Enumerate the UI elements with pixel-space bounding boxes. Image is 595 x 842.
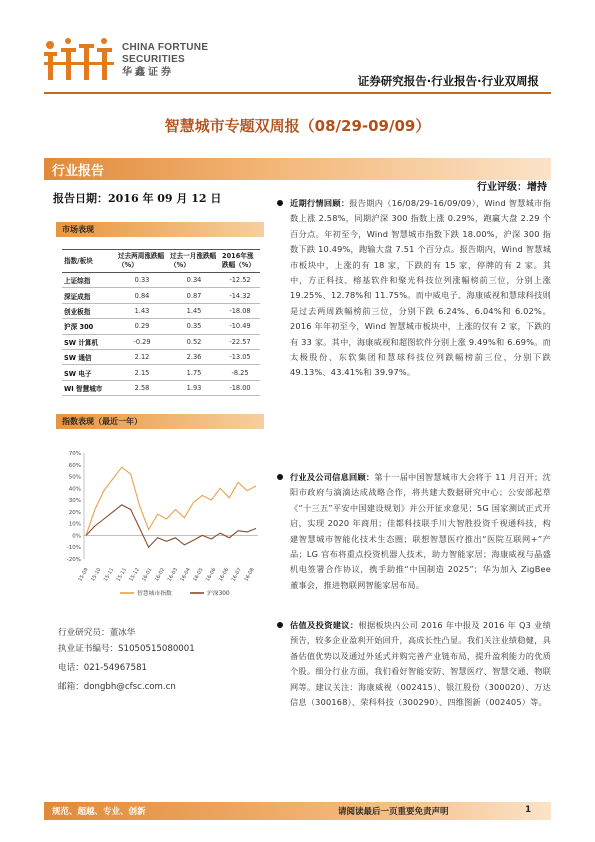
row-index-name: SW 计算机 bbox=[62, 334, 116, 349]
company-name-en-2: SECURITIES bbox=[122, 54, 186, 65]
company-name-en-1: CHINA FORTUNE bbox=[122, 42, 209, 53]
series-line bbox=[86, 467, 256, 535]
footer-slogan: 规范、超越、专业、创新 bbox=[52, 807, 146, 817]
footer-band bbox=[44, 802, 551, 820]
y-tick-label: 50% bbox=[68, 474, 81, 481]
para-lead: 估值及投资建议： bbox=[290, 620, 359, 630]
row-value: -10.49 bbox=[220, 319, 260, 334]
table-header-row bbox=[62, 250, 260, 273]
industry-rating: 行业评级：增持 bbox=[477, 182, 547, 193]
company-name bbox=[122, 42, 208, 79]
y-tick-label: 10% bbox=[68, 521, 81, 528]
bullet-icon bbox=[277, 200, 283, 206]
col-header: 指数/板块 bbox=[62, 250, 116, 273]
table-row bbox=[62, 288, 260, 303]
x-tick-label: 15-10 bbox=[90, 567, 103, 583]
index-chart-header: 指数表现（最近一年） bbox=[56, 414, 264, 429]
index-chart bbox=[58, 447, 264, 603]
x-tick-label: 15-12 bbox=[128, 567, 141, 583]
y-tick-label: -10% bbox=[66, 545, 81, 552]
row-index-name: SW 通信 bbox=[62, 349, 116, 364]
row-value: 0.29 bbox=[116, 319, 168, 334]
y-tick-label: 30% bbox=[68, 498, 81, 505]
market-header: 市场表现 bbox=[56, 222, 264, 237]
legend-label: 智慧城市指数 bbox=[137, 591, 172, 597]
x-tick-label: 16-06 bbox=[204, 567, 218, 583]
row-value: 0.52 bbox=[168, 334, 220, 349]
license-number: 执业证书编号：S1050515080001 bbox=[58, 644, 195, 654]
x-tick-label: 16-05 bbox=[192, 567, 205, 583]
section-title: 证券研究报告·行业报告·行业双周报 bbox=[357, 74, 539, 88]
x-tick-label: 16-07 bbox=[230, 567, 243, 583]
company-name-cn: 华鑫证券 bbox=[122, 67, 174, 78]
row-value: -14.32 bbox=[220, 288, 260, 303]
row-value: 2.12 bbox=[116, 349, 168, 364]
y-tick-label: 20% bbox=[68, 509, 81, 516]
row-value: 0.33 bbox=[116, 273, 168, 288]
x-tick-label: 15-11 bbox=[102, 567, 116, 583]
row-index-name: WI 智慧城市 bbox=[62, 380, 116, 395]
y-tick-label: 40% bbox=[68, 486, 81, 493]
x-tick-label: 15-09 bbox=[77, 567, 90, 583]
x-tick-label: 16-08 bbox=[243, 567, 256, 583]
x-tick-label: 16-03 bbox=[166, 567, 180, 583]
y-tick-label: 60% bbox=[68, 462, 81, 469]
market-table bbox=[62, 249, 260, 396]
row-value: 0.35 bbox=[168, 319, 220, 334]
row-value: 1.45 bbox=[168, 303, 220, 318]
y-tick-label: -20% bbox=[66, 557, 81, 563]
para-lead: 行业及公司信息回顾： bbox=[290, 472, 375, 482]
x-tick-label: 15-11 bbox=[115, 567, 129, 583]
para-market-review bbox=[290, 196, 551, 381]
report-type-band bbox=[44, 158, 551, 180]
col-header: 过去两周涨跌幅（%） bbox=[116, 250, 168, 273]
row-value: 2.36 bbox=[168, 349, 220, 364]
para-lead: 近期行情回顾： bbox=[290, 198, 350, 208]
row-value: -12.52 bbox=[220, 273, 260, 288]
table-row bbox=[62, 273, 260, 288]
table-row bbox=[62, 319, 260, 334]
row-value: -18.08 bbox=[220, 303, 260, 318]
para-text: 报告期内（16/08/29-16/09/09），Wind 智慧城市指数上涨 2.58%，同期沪深 300 指数上涨 0.29%，跑赢大盘 2.29 个百分点。年初至今，Wind 智慧城市指数下跌 18.00%，沪深 300 指数下跌 10.49%，跑输大盘 7.51 个百分点。报告期内，Wind 智慧城市板块中，上涨的有 18 家，下跌的有 15 家，停牌的有 2 家。其中，方正科技、榕基软件和聚光科技位列涨幅榜前三位，分别上涨 19.25%、12.78%和 11.75%。而中威电子、海康威视和慧球科技则是过去两周跌幅榜前三位，分别下跌 6.24%、6.04%和 6.02%。2016 年年初至今，Wind 智慧城市板块中，上涨的仅有 2 家，下跌的有 33 家。其中，海康威视和超图软件分别上涨 9.49%和 6.69%。而太极股份、东软集团和慧球科技位列跌幅榜前三位，分别下跌 49.13%、43.41%和 39.97%。 bbox=[290, 198, 551, 378]
page-title: 智慧城市专题双周报（08/29-09/09） bbox=[164, 117, 431, 135]
row-value: -13.05 bbox=[220, 349, 260, 364]
table-row bbox=[62, 334, 260, 349]
row-value: -0.29 bbox=[116, 334, 168, 349]
row-value: 1.75 bbox=[168, 365, 220, 380]
x-tick-label: 16-01 bbox=[141, 567, 154, 583]
table-row bbox=[62, 365, 260, 380]
y-tick-label: 0% bbox=[72, 533, 81, 540]
para-text: 根据板块内公司 2016 年中报及 2016 年 Q3 业绩预告，较多企业盈利开始回升，高成长性凸显。我们关注业绩稳健，具备估值优势以及通过外延式并购完善产业链布局，提升盈利能力的优质个股。细分行业方面，我们看好智能安防、智慧医疗、智慧交通、物联网等。建议关注：海康威视（002415）、银江股份（300020）、万达信息（300168）、荣科科技（300290）、四维图新（002405）等。 bbox=[290, 620, 551, 708]
row-value: -22.57 bbox=[220, 334, 260, 349]
col-header: 过去一月涨跌幅（%） bbox=[168, 250, 220, 273]
legend-label: 沪深300 bbox=[207, 591, 230, 597]
table-row bbox=[62, 380, 260, 395]
row-value: -18.00 bbox=[220, 380, 260, 395]
para-industry-news bbox=[290, 470, 551, 593]
row-value: 2.15 bbox=[116, 365, 168, 380]
row-value: 2.58 bbox=[116, 380, 168, 395]
x-tick-label: 16-02 bbox=[153, 567, 167, 583]
x-tick-label: 16-06 bbox=[217, 567, 231, 583]
row-index-name: 深证成指 bbox=[62, 288, 116, 303]
bullet-icon bbox=[277, 474, 283, 480]
row-index-name: SW 电子 bbox=[62, 365, 116, 380]
header-divider bbox=[44, 92, 551, 94]
bullet-icon bbox=[277, 622, 283, 628]
row-value: 1.93 bbox=[168, 380, 220, 395]
phone-number: 电话：021-54967581 bbox=[58, 663, 148, 673]
para-valuation bbox=[290, 618, 551, 710]
page-number: 1 bbox=[525, 805, 531, 815]
email-link[interactable]: 邮箱：dongbh@cfsc.com.cn bbox=[58, 682, 176, 692]
table-row bbox=[62, 303, 260, 318]
footer-disclaimer: 请阅读最后一页重要免责声明 bbox=[338, 807, 449, 817]
row-index-name: 创业板指 bbox=[62, 303, 116, 318]
table-row bbox=[62, 349, 260, 364]
series-line bbox=[86, 505, 256, 547]
index-chart-svg bbox=[58, 447, 264, 603]
report-date: 报告日期：2016 年 09 月 12 日 bbox=[53, 192, 222, 205]
y-tick-label: 70% bbox=[68, 451, 81, 457]
report-type: 行业报告 bbox=[52, 164, 105, 179]
x-tick-label: 16-04 bbox=[179, 567, 192, 583]
row-value: 0.87 bbox=[168, 288, 220, 303]
row-index-name: 沪深 300 bbox=[62, 319, 116, 334]
row-value: 0.34 bbox=[168, 273, 220, 288]
para-text: 第十一届中国智慧城市大会将于 11 月召开；沈阳市政府与滴滴达成战略合作，将共建大数据研究中心；公安部起草《“十三五”平安中国建设规划》并公开征求意见；5G 国家测试正式开启，实现 2020 年商用；佳都科技联手川大智胜投资千视通科技，构建智慧城市智能化技术生态圈；联想智慧医疗推出“医院互联网+”产品；LG 官布将重点投资机器人技术，助力智能家居；海康威视与晶盛机电签署合作协议，携手助推“中国制造 2025”；华为加入 ZigBee 董事会，推进物联网智能家居布局。 bbox=[290, 472, 551, 590]
row-value: -8.25 bbox=[220, 365, 260, 380]
row-value: 0.84 bbox=[116, 288, 168, 303]
analyst-name: 行业研究员：董冰华 bbox=[58, 628, 136, 638]
row-index-name: 上证综指 bbox=[62, 273, 116, 288]
col-header: 2016年涨跌幅（%） bbox=[220, 250, 260, 273]
company-logo-icon bbox=[44, 38, 122, 84]
row-value: 1.43 bbox=[116, 303, 168, 318]
